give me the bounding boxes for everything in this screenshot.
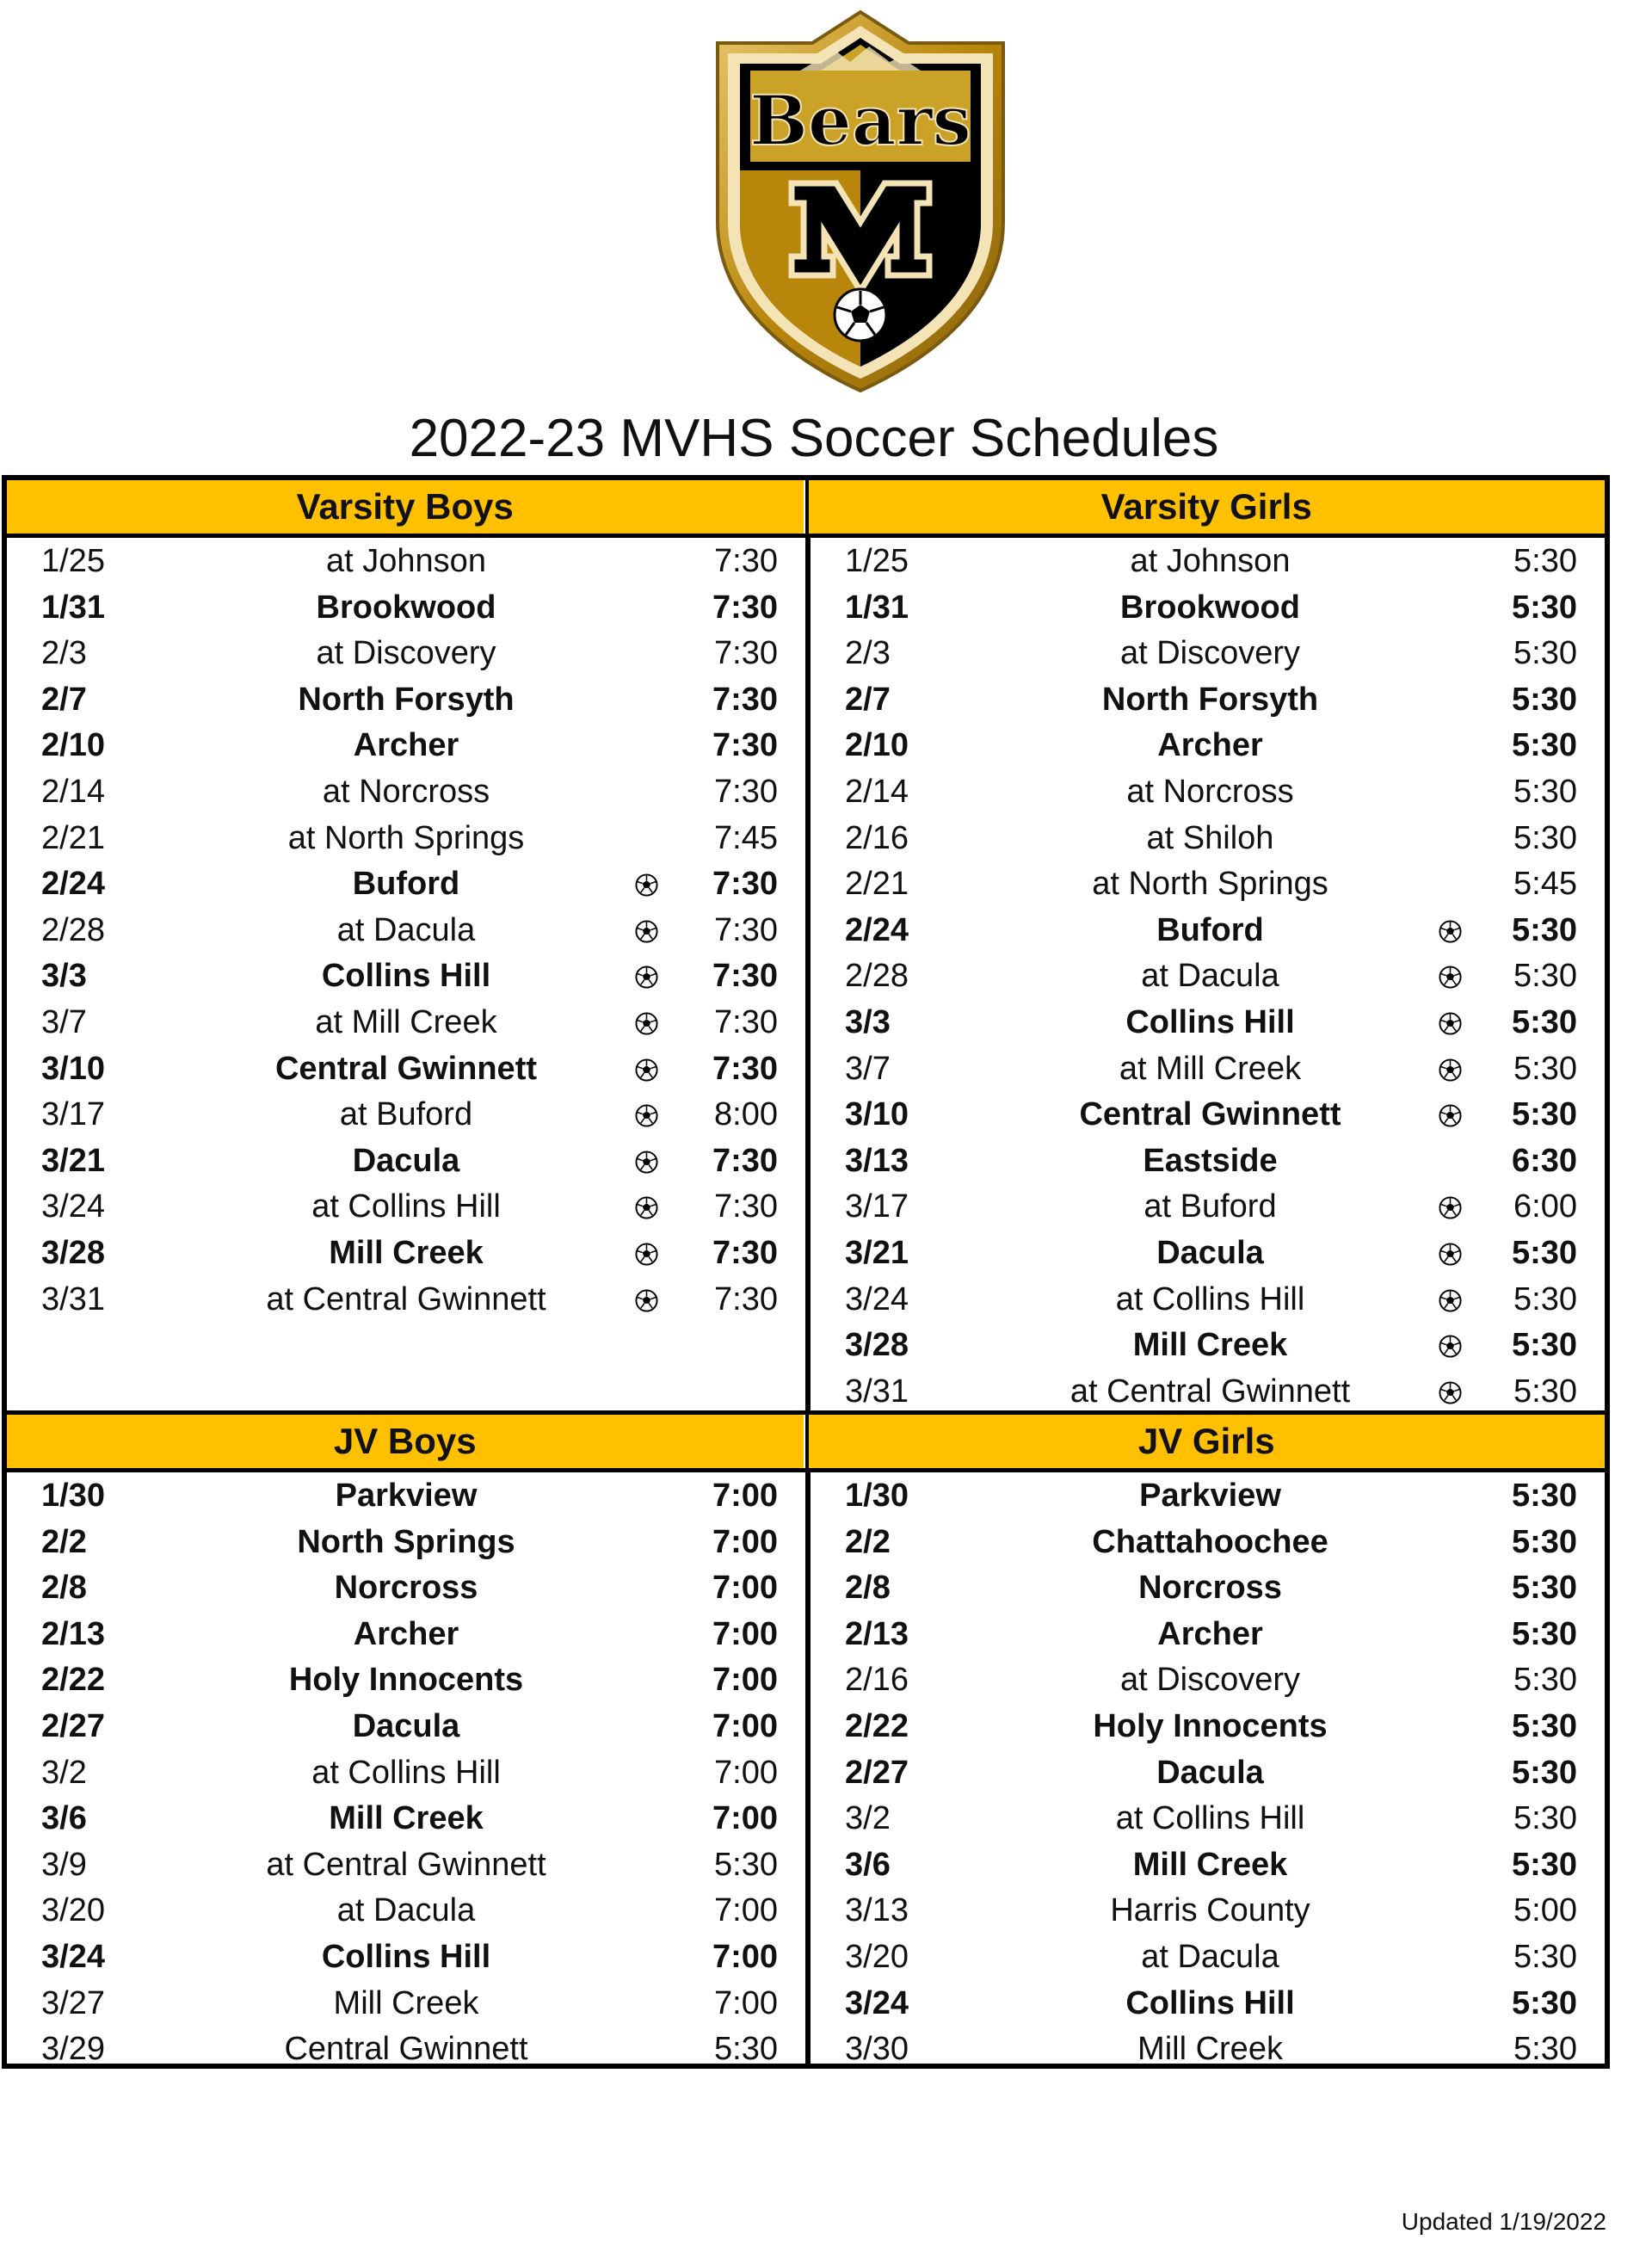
- game-opponent: Mill Creek: [329, 1234, 484, 1271]
- soccer-ball-icon: [635, 1012, 658, 1035]
- game-date: 1/25: [41, 543, 105, 579]
- bears-logo: [706, 7, 1015, 396]
- game-time: 7:00: [712, 1707, 778, 1744]
- game-opponent: at Johnson: [326, 543, 486, 579]
- game-opponent: Buford: [352, 866, 460, 903]
- game-opponent: at Collins Hill: [311, 1188, 501, 1225]
- game-opponent: at Central Gwinnett: [1069, 1373, 1351, 1410]
- game-date: 2/16: [845, 1662, 909, 1699]
- game-opponent: Brookwood: [316, 589, 496, 626]
- soccer-ball-icon: [1439, 1196, 1462, 1219]
- game-time: 5:30: [1511, 589, 1577, 626]
- game-date: 2/21: [41, 819, 105, 856]
- game-row: [7, 723, 805, 769]
- game-row: [811, 1231, 1605, 1277]
- jv-headers: [7, 1410, 1605, 1472]
- game-time: 5:30: [1513, 1280, 1577, 1317]
- game-time: 7:30: [714, 1188, 778, 1225]
- game-time: 5:30: [1511, 1570, 1577, 1607]
- game-time: 5:30: [714, 2031, 778, 2068]
- game-time: 5:30: [1511, 1478, 1577, 1514]
- game-row: [811, 677, 1605, 724]
- game-time: 7:30: [712, 1050, 778, 1087]
- jv-girls-list: [811, 1473, 1605, 2073]
- game-opponent: Mill Creek: [329, 1800, 484, 1837]
- game-date: 2/13: [845, 1615, 909, 1652]
- game-opponent: Collins Hill: [321, 958, 491, 995]
- game-time: 5:30: [1513, 635, 1577, 672]
- game-time: 5:30: [1513, 819, 1577, 856]
- game-row: [7, 861, 805, 908]
- game-date: 3/31: [41, 1280, 105, 1317]
- game-row: [7, 953, 805, 1000]
- game-row: [811, 2027, 1605, 2073]
- game-time: 5:30: [1511, 1096, 1577, 1133]
- game-time: 5:30: [1513, 1662, 1577, 1699]
- game-row: [811, 1277, 1605, 1324]
- game-date: 2/8: [41, 1570, 87, 1607]
- game-date: 1/25: [845, 543, 909, 579]
- game-opponent: at Dacula: [336, 911, 476, 948]
- game-opponent: Harris County: [1110, 1892, 1310, 1929]
- game-date: 2/14: [845, 773, 909, 810]
- soccer-ball-icon: [635, 1151, 658, 1174]
- game-row: [811, 1704, 1605, 1750]
- game-date: 3/28: [845, 1327, 909, 1364]
- game-time: 7:00: [712, 1615, 778, 1652]
- soccer-ball-icon: [635, 1196, 658, 1219]
- game-date: 2/28: [41, 911, 105, 948]
- game-row: [811, 1046, 1605, 1093]
- game-date: 1/30: [41, 1478, 105, 1514]
- game-time: 5:30: [1513, 773, 1577, 810]
- game-date: 2/27: [845, 1754, 909, 1791]
- game-time: 7:45: [714, 819, 778, 856]
- game-time: 6:00: [1513, 1188, 1577, 1225]
- soccer-ball-icon: [1439, 1335, 1462, 1358]
- game-date: 3/7: [41, 1003, 87, 1040]
- game-date: 2/24: [41, 866, 105, 903]
- game-date: 3/2: [41, 1754, 87, 1791]
- game-row: [811, 953, 1605, 1000]
- game-date: 1/30: [845, 1478, 909, 1514]
- game-opponent: Mill Creek: [1132, 1846, 1288, 1883]
- soccer-ball-icon: [1439, 920, 1462, 943]
- game-date: 3/13: [845, 1142, 909, 1179]
- soccer-ball-icon: [1439, 1012, 1462, 1035]
- game-date: 3/30: [845, 2031, 909, 2068]
- game-date: 3/17: [41, 1096, 105, 1133]
- game-row: [811, 1369, 1605, 1416]
- game-row: [7, 1473, 805, 1520]
- game-time: 5:30: [1511, 1754, 1577, 1791]
- game-time: 5:30: [1513, 2031, 1577, 2068]
- game-row: [811, 1138, 1605, 1185]
- game-time: 5:30: [1511, 1523, 1577, 1560]
- game-date: 3/17: [845, 1188, 909, 1225]
- game-row: [7, 816, 805, 862]
- varsity-section: [7, 480, 1605, 1410]
- game-row: [7, 1981, 805, 2027]
- game-date: 3/24: [41, 1938, 105, 1975]
- game-date: 3/20: [41, 1892, 105, 1929]
- game-time: 5:30: [1513, 958, 1577, 995]
- game-time: 7:00: [712, 1523, 778, 1560]
- game-opponent: Collins Hill: [321, 1938, 491, 1975]
- soccer-ball-icon: [1439, 966, 1462, 989]
- game-opponent: at Dacula: [336, 1892, 476, 1929]
- game-opponent: Collins Hill: [1125, 1984, 1295, 2021]
- game-opponent: at Dacula: [1141, 958, 1279, 995]
- jv-section: [7, 1410, 1605, 2068]
- game-row: [7, 1277, 805, 1324]
- game-time: 7:30: [712, 1234, 778, 1271]
- game-row: [7, 1796, 805, 1842]
- game-opponent: at Central Gwinnett: [266, 1280, 546, 1317]
- game-time: 5:30: [1511, 1234, 1577, 1271]
- game-row: [7, 1046, 805, 1093]
- game-date: 3/20: [845, 1938, 909, 1975]
- soccer-ball-icon: [635, 1058, 658, 1082]
- game-opponent: at Dacula: [1141, 1938, 1279, 1975]
- game-opponent: Mill Creek: [1137, 2031, 1283, 2068]
- game-date: 2/10: [41, 727, 105, 764]
- game-date: 3/29: [41, 2031, 105, 2068]
- game-time: 7:30: [714, 543, 778, 579]
- game-time: 5:30: [1511, 1984, 1577, 2021]
- game-time: 7:00: [714, 1984, 778, 2021]
- game-row: [7, 908, 805, 954]
- updated-date: Updated 1/19/2022: [1401, 2208, 1606, 2235]
- game-row: [811, 1000, 1605, 1046]
- soccer-ball-icon: [1439, 1058, 1462, 1082]
- game-time: 5:30: [714, 1846, 778, 1883]
- game-time: 5:30: [1513, 1938, 1577, 1975]
- varsity-boys-header: Varsity Boys: [7, 480, 804, 534]
- game-opponent: Archer: [353, 727, 459, 764]
- soccer-ball-icon: [1439, 1104, 1462, 1127]
- game-date: 2/22: [845, 1707, 909, 1744]
- soccer-ball-icon: [635, 1289, 658, 1312]
- game-row: [811, 1520, 1605, 1566]
- game-row: [811, 1184, 1605, 1231]
- game-row: [7, 539, 805, 585]
- game-row: [7, 769, 805, 816]
- game-date: 3/6: [845, 1846, 891, 1883]
- game-row: [7, 1184, 805, 1231]
- game-date: 2/3: [845, 635, 891, 672]
- soccer-ball-icon: [635, 1104, 658, 1127]
- game-opponent: at North Springs: [1092, 866, 1328, 903]
- game-date: 3/10: [845, 1096, 909, 1133]
- game-date: 3/24: [845, 1280, 909, 1317]
- varsity-headers: [7, 480, 1605, 538]
- game-row: [7, 1092, 805, 1138]
- game-opponent: Collins Hill: [1125, 1003, 1295, 1040]
- soccer-ball-icon: [1439, 1289, 1462, 1312]
- game-time: 7:30: [712, 1142, 778, 1179]
- game-time: 5:30: [1513, 1800, 1577, 1837]
- game-time: 7:30: [714, 773, 778, 810]
- game-row: [811, 1981, 1605, 2027]
- game-opponent: Central Gwinnett: [284, 2031, 528, 2068]
- game-row: [811, 1842, 1605, 1889]
- game-row: [811, 631, 1605, 677]
- game-time: 7:00: [712, 1570, 778, 1607]
- game-row: [811, 585, 1605, 632]
- game-time: 7:30: [712, 681, 778, 718]
- game-date: 1/31: [41, 589, 105, 626]
- game-date: 3/6: [41, 1800, 87, 1837]
- page-title: 2022-23 MVHS Soccer Schedules: [409, 409, 1219, 468]
- jv-girls-header: JV Girls: [809, 1415, 1606, 1468]
- game-time: 6:30: [1511, 1142, 1577, 1179]
- game-time: 5:30: [1513, 1050, 1577, 1087]
- game-row: [7, 1000, 805, 1046]
- game-opponent: at Collins Hill: [311, 1754, 501, 1791]
- game-date: 2/14: [41, 773, 105, 810]
- game-date: 3/3: [845, 1003, 891, 1040]
- game-opponent: Dacula: [352, 1707, 460, 1744]
- game-date: 2/16: [845, 819, 909, 856]
- game-time: 7:00: [712, 1478, 778, 1514]
- game-opponent: Parkview: [1139, 1478, 1281, 1514]
- game-row: [7, 1888, 805, 1934]
- game-date: 3/21: [41, 1142, 105, 1179]
- game-row: [811, 1934, 1605, 1981]
- game-date: 2/24: [845, 911, 909, 948]
- game-opponent: at Norcross: [322, 773, 490, 810]
- game-time: 5:30: [1511, 1327, 1577, 1364]
- game-date: 3/7: [845, 1050, 891, 1087]
- game-opponent: at Central Gwinnett: [266, 1846, 546, 1883]
- game-opponent: at North Springs: [287, 819, 525, 856]
- game-opponent: at Discovery: [1119, 635, 1301, 672]
- game-row: [811, 1565, 1605, 1612]
- game-time: 5:30: [1511, 1846, 1577, 1883]
- game-opponent: Central Gwinnett: [1079, 1096, 1341, 1133]
- game-time: 5:30: [1511, 1003, 1577, 1040]
- soccer-ball-icon: [635, 1243, 658, 1266]
- game-date: 3/28: [41, 1234, 105, 1271]
- game-date: 2/2: [41, 1523, 87, 1560]
- game-time: 7:30: [714, 635, 778, 672]
- game-date: 2/7: [845, 681, 891, 718]
- game-date: 3/9: [41, 1846, 87, 1883]
- game-row: [811, 1092, 1605, 1138]
- game-opponent: Brookwood: [1120, 589, 1300, 626]
- game-row: [7, 1842, 805, 1889]
- game-opponent: at Mill Creek: [1119, 1050, 1302, 1087]
- game-time: 5:45: [1513, 866, 1577, 903]
- game-opponent: Buford: [1156, 911, 1264, 948]
- game-date: 1/31: [845, 589, 909, 626]
- game-date: 3/21: [845, 1234, 909, 1271]
- varsity-girls-header: Varsity Girls: [809, 480, 1606, 534]
- game-row: [811, 769, 1605, 816]
- game-opponent: at Collins Hill: [1115, 1800, 1305, 1837]
- game-opponent: at Shiloh: [1146, 819, 1274, 856]
- game-row: [7, 677, 805, 724]
- game-time: 7:00: [712, 1800, 778, 1837]
- game-opponent: at Discovery: [316, 635, 496, 672]
- game-row: [811, 1750, 1605, 1797]
- logo-text: Bears: [749, 80, 971, 161]
- game-opponent: at Mill Creek: [315, 1003, 497, 1040]
- game-date: 2/10: [845, 727, 909, 764]
- game-row: [811, 1796, 1605, 1842]
- game-opponent: Holy Innocents: [1093, 1707, 1328, 1744]
- game-date: 2/22: [41, 1662, 105, 1699]
- game-time: 5:30: [1511, 911, 1577, 948]
- game-time: 5:30: [1513, 543, 1577, 579]
- game-opponent: North Forsyth: [1101, 681, 1319, 718]
- game-opponent: Norcross: [334, 1570, 478, 1607]
- game-opponent: Mill Creek: [1132, 1327, 1288, 1364]
- jv-boys-header: JV Boys: [7, 1415, 804, 1468]
- game-date: 2/2: [845, 1523, 891, 1560]
- game-date: 2/28: [845, 958, 909, 995]
- game-time: 5:30: [1513, 1373, 1577, 1410]
- game-time: 7:30: [712, 727, 778, 764]
- game-time: 7:30: [712, 589, 778, 626]
- game-time: 7:30: [714, 1003, 778, 1040]
- game-date: 2/7: [41, 681, 87, 718]
- soccer-ball-icon: [635, 920, 658, 943]
- game-time: 7:30: [714, 911, 778, 948]
- soccer-ball-icon: [1439, 1243, 1462, 1266]
- logo-soccer-ball-icon: [835, 289, 886, 341]
- game-row: [7, 1657, 805, 1704]
- game-opponent: at Buford: [1143, 1188, 1277, 1225]
- game-opponent: Chattahoochee: [1092, 1523, 1328, 1560]
- game-row: [811, 1612, 1605, 1658]
- game-opponent: Norcross: [1138, 1570, 1282, 1607]
- game-opponent: Central Gwinnett: [274, 1050, 538, 1087]
- game-opponent: at Norcross: [1126, 773, 1294, 810]
- game-row: [811, 1473, 1605, 1520]
- game-time: 5:30: [1511, 727, 1577, 764]
- jv-boys-list: [7, 1473, 805, 2073]
- game-date: 3/27: [41, 1984, 105, 2021]
- game-row: [7, 1520, 805, 1566]
- game-time: 5:30: [1511, 1707, 1577, 1744]
- game-opponent: at Johnson: [1130, 543, 1291, 579]
- game-time: 7:30: [714, 1280, 778, 1317]
- game-opponent: North Forsyth: [298, 681, 515, 718]
- game-row: [7, 1612, 805, 1658]
- game-date: 2/13: [41, 1615, 105, 1652]
- game-time: 7:00: [714, 1754, 778, 1791]
- game-row: [811, 723, 1605, 769]
- game-opponent: Dacula: [1156, 1234, 1264, 1271]
- game-time: 5:00: [1513, 1892, 1577, 1929]
- game-date: 3/3: [41, 958, 87, 995]
- game-time: 7:30: [712, 866, 778, 903]
- game-row: [7, 1750, 805, 1797]
- game-date: 2/21: [845, 866, 909, 903]
- game-opponent: Eastside: [1143, 1142, 1278, 1179]
- game-row: [811, 908, 1605, 954]
- game-row: [7, 1934, 805, 1981]
- game-opponent: Mill Creek: [333, 1984, 479, 2021]
- game-opponent: Holy Innocents: [288, 1662, 524, 1699]
- game-row: [811, 539, 1605, 585]
- game-date: 3/2: [845, 1800, 891, 1837]
- game-opponent: North Springs: [297, 1523, 515, 1560]
- schedule-table: [2, 475, 1610, 2069]
- game-row: [7, 1231, 805, 1277]
- game-opponent: Parkview: [335, 1478, 478, 1514]
- game-opponent: at Buford: [339, 1096, 473, 1133]
- game-row: [7, 2027, 805, 2073]
- game-date: 2/3: [41, 635, 87, 672]
- game-date: 2/27: [41, 1707, 105, 1744]
- game-time: 8:00: [714, 1096, 778, 1133]
- game-opponent: Archer: [353, 1615, 459, 1652]
- game-row: [7, 585, 805, 632]
- game-row: [7, 631, 805, 677]
- game-opponent: at Collins Hill: [1115, 1280, 1305, 1317]
- game-opponent: Dacula: [352, 1142, 460, 1179]
- game-date: 3/13: [845, 1892, 909, 1929]
- game-opponent: Archer: [1157, 1615, 1263, 1652]
- game-row: [7, 1565, 805, 1612]
- game-date: 2/8: [845, 1570, 891, 1607]
- game-time: 7:30: [712, 958, 778, 995]
- varsity-boys-list: [7, 539, 805, 1323]
- game-row: [811, 861, 1605, 908]
- game-opponent: Archer: [1157, 727, 1263, 764]
- game-date: 3/10: [41, 1050, 105, 1087]
- game-row: [811, 1657, 1605, 1704]
- varsity-girls-list: [811, 539, 1605, 1415]
- game-row: [7, 1704, 805, 1750]
- soccer-ball-icon: [635, 873, 658, 897]
- game-row: [7, 1138, 805, 1185]
- game-opponent: at Discovery: [1119, 1662, 1301, 1699]
- game-time: 7:00: [712, 1938, 778, 1975]
- game-date: 3/24: [845, 1984, 909, 2021]
- soccer-ball-icon: [1439, 1381, 1462, 1404]
- game-row: [811, 1323, 1605, 1369]
- soccer-ball-icon: [635, 966, 658, 989]
- game-row: [811, 1888, 1605, 1934]
- game-date: 3/24: [41, 1188, 105, 1225]
- game-time: 5:30: [1511, 681, 1577, 718]
- game-date: 3/31: [845, 1373, 909, 1410]
- game-time: 7:00: [712, 1662, 778, 1699]
- game-time: 7:00: [714, 1892, 778, 1929]
- game-time: 5:30: [1511, 1615, 1577, 1652]
- game-opponent: Dacula: [1156, 1754, 1264, 1791]
- game-row: [811, 816, 1605, 862]
